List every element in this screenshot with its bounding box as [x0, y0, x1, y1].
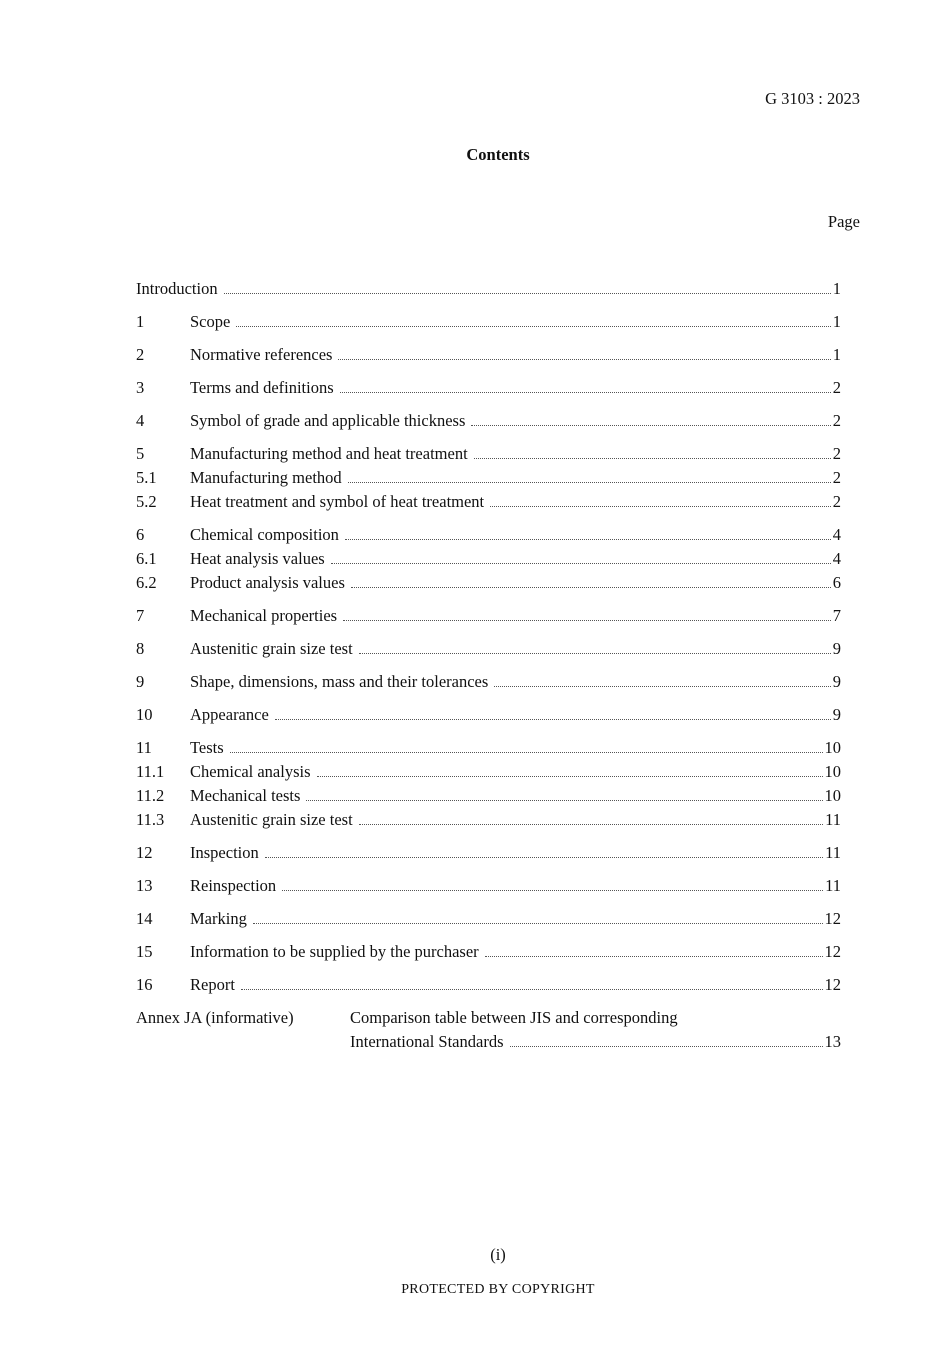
toc-entry-number: 6.1 [136, 549, 157, 568]
annex-page-number: 13 [824, 1032, 841, 1051]
toc-entry-number: 5.2 [136, 492, 157, 511]
annex-title-line-2: International Standards [350, 1032, 504, 1051]
toc-entry-number: 2 [136, 345, 145, 364]
toc-group [136, 523, 841, 595]
toc-entry-number: 13 [136, 876, 153, 895]
toc-entry-title: Heat treatment and symbol of heat treatment [190, 492, 485, 511]
toc-entry-page: 10 [824, 786, 841, 805]
toc-group [136, 940, 841, 964]
toc-entry-number: 1 [136, 312, 145, 331]
toc-group [136, 277, 841, 301]
dot-leader [306, 800, 822, 801]
toc-entry-title: Introduction [136, 279, 218, 298]
toc-entry[interactable] [136, 841, 841, 865]
dot-leader [275, 719, 831, 720]
annex-label: Annex JA (informative) [136, 1008, 294, 1027]
table-of-contents [136, 277, 841, 1054]
toc-entry[interactable] [136, 874, 841, 898]
toc-entry[interactable] [136, 310, 841, 334]
toc-entry-title: Terms and definitions [190, 378, 334, 397]
toc-group [136, 637, 841, 661]
toc-entry-page: 4 [832, 549, 841, 568]
toc-entry-page: 6 [832, 573, 841, 592]
toc-entry-page: 2 [832, 411, 841, 430]
dot-leader [265, 857, 823, 858]
dot-leader [359, 653, 831, 654]
toc-entry[interactable] [136, 523, 841, 547]
toc-groups [136, 277, 841, 997]
dot-leader [230, 752, 823, 753]
toc-entry[interactable] [136, 637, 841, 661]
toc-entry-number: 11 [136, 738, 152, 757]
dot-leader [351, 587, 831, 588]
dot-leader [340, 392, 831, 393]
dot-leader [348, 482, 831, 483]
toc-group [136, 343, 841, 367]
toc-entry-number: 11.2 [136, 786, 165, 805]
toc-entry-page: 11 [825, 810, 841, 829]
toc-entry-title: Shape, dimensions, mass and their tolerances [190, 672, 489, 691]
annex-title-line-1: Comparison table between JIS and corresponding [350, 1008, 678, 1027]
toc-entry[interactable] [136, 907, 841, 931]
toc-entry-title: Manufacturing method and heat treatment [190, 444, 468, 463]
toc-entry-title: Tests [190, 738, 224, 757]
toc-entry[interactable] [136, 376, 841, 400]
toc-entry[interactable] [136, 547, 841, 571]
dot-leader [343, 620, 831, 621]
toc-entry-page: 9 [832, 705, 841, 724]
toc-entry-page: 7 [832, 606, 841, 625]
toc-entry-title: Austenitic grain size test [190, 810, 353, 829]
toc-entry-title: Chemical composition [190, 525, 339, 544]
annex-body [350, 1006, 841, 1054]
toc-entry[interactable] [136, 670, 841, 694]
toc-entry-title: Reinspection [190, 876, 277, 895]
toc-entry[interactable] [136, 442, 841, 466]
toc-annex-entry[interactable] [136, 1006, 841, 1054]
toc-entry-title: Product analysis values [190, 573, 345, 592]
toc-entry-page: 1 [832, 279, 841, 298]
toc-entry-page: 12 [824, 942, 841, 961]
toc-entry-number: 9 [136, 672, 145, 691]
toc-entry-title: Symbol of grade and applicable thickness [190, 411, 466, 430]
toc-group [136, 310, 841, 334]
toc-entry[interactable] [136, 736, 841, 760]
toc-entry[interactable] [136, 703, 841, 727]
toc-entry-page: 2 [832, 468, 841, 487]
toc-entry-page: 12 [824, 909, 841, 928]
toc-entry-page: 1 [832, 312, 841, 331]
toc-entry-title: Inspection [190, 843, 259, 862]
dot-leader [282, 890, 823, 891]
toc-entry-page: 9 [832, 639, 841, 658]
toc-group [136, 907, 841, 931]
toc-entry-number: 4 [136, 411, 145, 430]
toc-entry-number: 11.3 [136, 810, 165, 829]
toc-entry-number: 3 [136, 378, 145, 397]
document-code: G 3103 : 2023 [765, 89, 860, 108]
toc-group [136, 376, 841, 400]
toc-entry-number: 16 [136, 975, 153, 994]
toc-entry-number: 5.1 [136, 468, 157, 487]
toc-entry-number: 5 [136, 444, 145, 463]
toc-entry-page: 2 [832, 378, 841, 397]
dot-leader [490, 506, 831, 507]
toc-entry-page: 10 [824, 762, 841, 781]
dot-leader [510, 1046, 823, 1047]
dot-leader [241, 989, 823, 990]
dot-leader [317, 776, 823, 777]
dot-leader [359, 824, 823, 825]
toc-entry-number: 11.1 [136, 762, 165, 781]
toc-entry-number: 8 [136, 639, 145, 658]
toc-entry-title: Heat analysis values [190, 549, 325, 568]
toc-entry-page: 12 [824, 975, 841, 994]
toc-group [136, 670, 841, 694]
toc-entry-number: 7 [136, 606, 145, 625]
toc-entry-page: 2 [832, 444, 841, 463]
toc-group [136, 703, 841, 727]
toc-entry-page: 4 [832, 525, 841, 544]
toc-entry[interactable] [136, 409, 841, 433]
toc-group [136, 973, 841, 997]
dot-leader [224, 293, 831, 294]
dot-leader [471, 425, 830, 426]
toc-entry-page: 11 [825, 843, 841, 862]
toc-entry-page: 11 [825, 876, 841, 895]
toc-entry-title: Austenitic grain size test [190, 639, 353, 658]
toc-entry-title: Scope [190, 312, 231, 331]
toc-entry-title: Chemical analysis [190, 762, 311, 781]
toc-entry-number: 10 [136, 705, 153, 724]
toc-entry[interactable] [136, 808, 841, 832]
dot-leader [253, 923, 823, 924]
toc-group [136, 604, 841, 628]
toc-entry-page: 2 [832, 492, 841, 511]
toc-entry[interactable] [136, 571, 841, 595]
page-number: (i) [490, 1245, 506, 1264]
toc-entry-title: Information to be supplied by the purchaser [190, 942, 479, 961]
toc-entry-number: 6.2 [136, 573, 157, 592]
toc-entry-number: 15 [136, 942, 153, 961]
toc-entry[interactable] [136, 604, 841, 628]
toc-entry-title: Mechanical tests [190, 786, 301, 805]
toc-group [136, 409, 841, 433]
toc-entry-title: Manufacturing method [190, 468, 342, 487]
toc-entry-title: Appearance [190, 705, 269, 724]
contents-heading: Contents [466, 145, 530, 164]
toc-entry[interactable] [136, 277, 841, 301]
toc-entry-title: Mechanical properties [190, 606, 338, 625]
dot-leader [331, 563, 831, 564]
dot-leader [494, 686, 830, 687]
dot-leader [236, 326, 830, 327]
toc-entry-number: 14 [136, 909, 153, 928]
toc-entry[interactable] [136, 973, 841, 997]
toc-entry-page: 10 [824, 738, 841, 757]
toc-entry-page: 1 [832, 345, 841, 364]
toc-entry[interactable] [136, 940, 841, 964]
dot-leader [338, 359, 830, 360]
page-column-label: Page [827, 212, 860, 231]
toc-entry[interactable] [136, 490, 841, 514]
dot-leader [345, 539, 831, 540]
dot-leader [485, 956, 823, 957]
toc-group [136, 841, 841, 865]
toc-entry[interactable] [136, 466, 841, 490]
copyright-notice: PROTECTED BY COPYRIGHT [401, 1282, 595, 1297]
toc-entry-page: 9 [832, 672, 841, 691]
toc-group [136, 736, 841, 832]
toc-entry-number: 6 [136, 525, 145, 544]
toc-entry-title: Normative references [190, 345, 333, 364]
toc-entry[interactable] [136, 760, 841, 784]
toc-group [136, 442, 841, 514]
toc-entry-title: Report [190, 975, 235, 994]
annex-title-line-2-row [350, 1030, 841, 1054]
dot-leader [474, 458, 831, 459]
toc-entry-title: Marking [190, 909, 247, 928]
toc-entry[interactable] [136, 343, 841, 367]
toc-entry-number: 12 [136, 843, 153, 862]
toc-entry[interactable] [136, 784, 841, 808]
toc-group [136, 874, 841, 898]
